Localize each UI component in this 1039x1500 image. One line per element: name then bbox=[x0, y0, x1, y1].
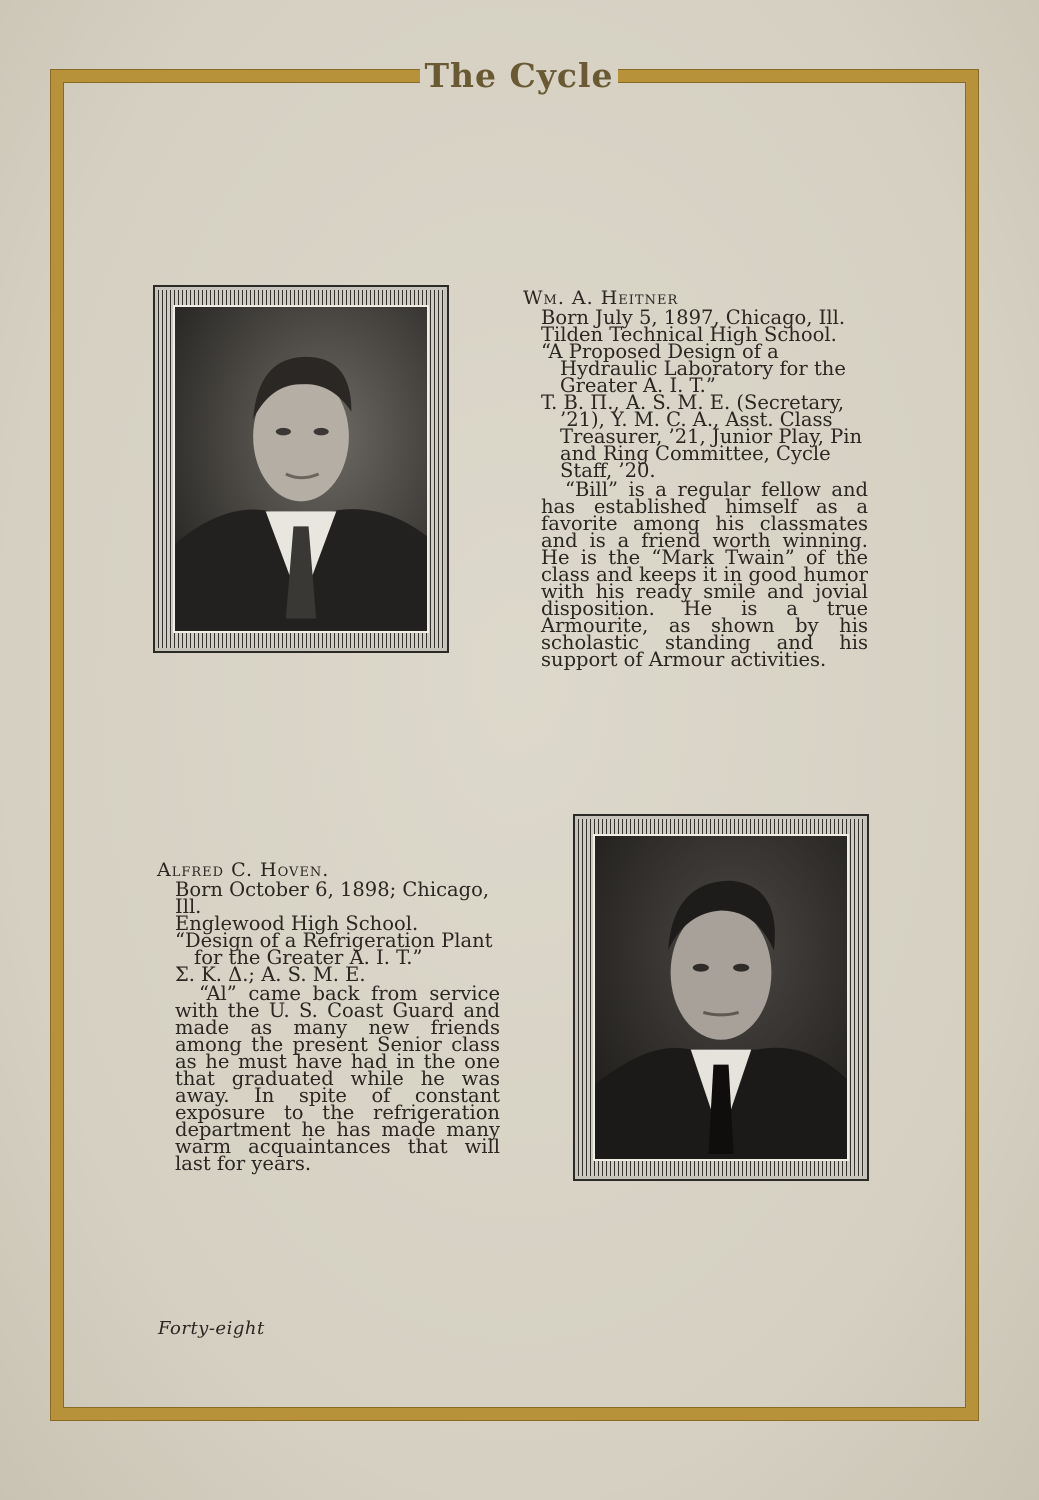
born-heitner: Born July 5, 1897, Chicago, Ill. bbox=[541, 306, 846, 329]
name-heitner: Wm. A. Heitner bbox=[523, 287, 679, 309]
born-hoven: Born October 6, 1898; Chicago, Ill. bbox=[175, 878, 490, 918]
thesis-heitner: “A Proposed Design of a Hydraulic Laboratory for the Greater A. I. T.” bbox=[541, 340, 846, 397]
gold-page-border bbox=[51, 70, 978, 1420]
school-hoven: Englewood High School. bbox=[175, 912, 419, 935]
portrait-photo-hoven bbox=[593, 834, 849, 1161]
description-hoven: “Al” came back from service with the U. S. Coast Guard and made as many new friends among the present Senior class as he must have had in the one that graduated while he was away. In spite of constant exposure to the refrigeration department he has made many warm acquaintances that will last for years. bbox=[175, 982, 500, 1175]
running-header-title: The Cycle bbox=[424, 56, 614, 95]
thesis-hoven: “Design of a Refrigeration Plant for the Greater A. I. T.” bbox=[175, 929, 493, 969]
activities-heitner: T. B. Π., A. S. M. E. (Secretary, ’21), Y. M. C. A., Asst. Class Treasurer, ’21, Junior Play, Pin and Ring Committee, Cycle Staff, ’20. bbox=[541, 391, 863, 482]
bio-heitner bbox=[523, 287, 868, 671]
portrait-photo-heitner bbox=[173, 305, 429, 633]
portrait-icon bbox=[175, 307, 427, 631]
page-number: Forty-eight bbox=[158, 1318, 265, 1339]
bio-hoven bbox=[157, 859, 500, 1175]
description-heitner: “Bill” is a regular fellow and has established himself as a favorite among his classmates and is a friend worth winning. He is the “Mark Twain” of the class and keeps it in good humor with his ready smile and jovial disposition. He is a true Armourite, as shown by his scholastic standing and his support of Armour activities. bbox=[541, 478, 868, 671]
name-hoven: Alfred C. Hoven. bbox=[157, 859, 330, 881]
portrait-icon bbox=[595, 836, 847, 1159]
activities-hoven: Σ. K. Δ.; A. S. M. E. bbox=[175, 963, 366, 986]
school-heitner: Tilden Technical High School. bbox=[541, 323, 837, 346]
portrait-frame-hoven bbox=[573, 814, 869, 1181]
portrait-frame-heitner bbox=[153, 285, 449, 653]
